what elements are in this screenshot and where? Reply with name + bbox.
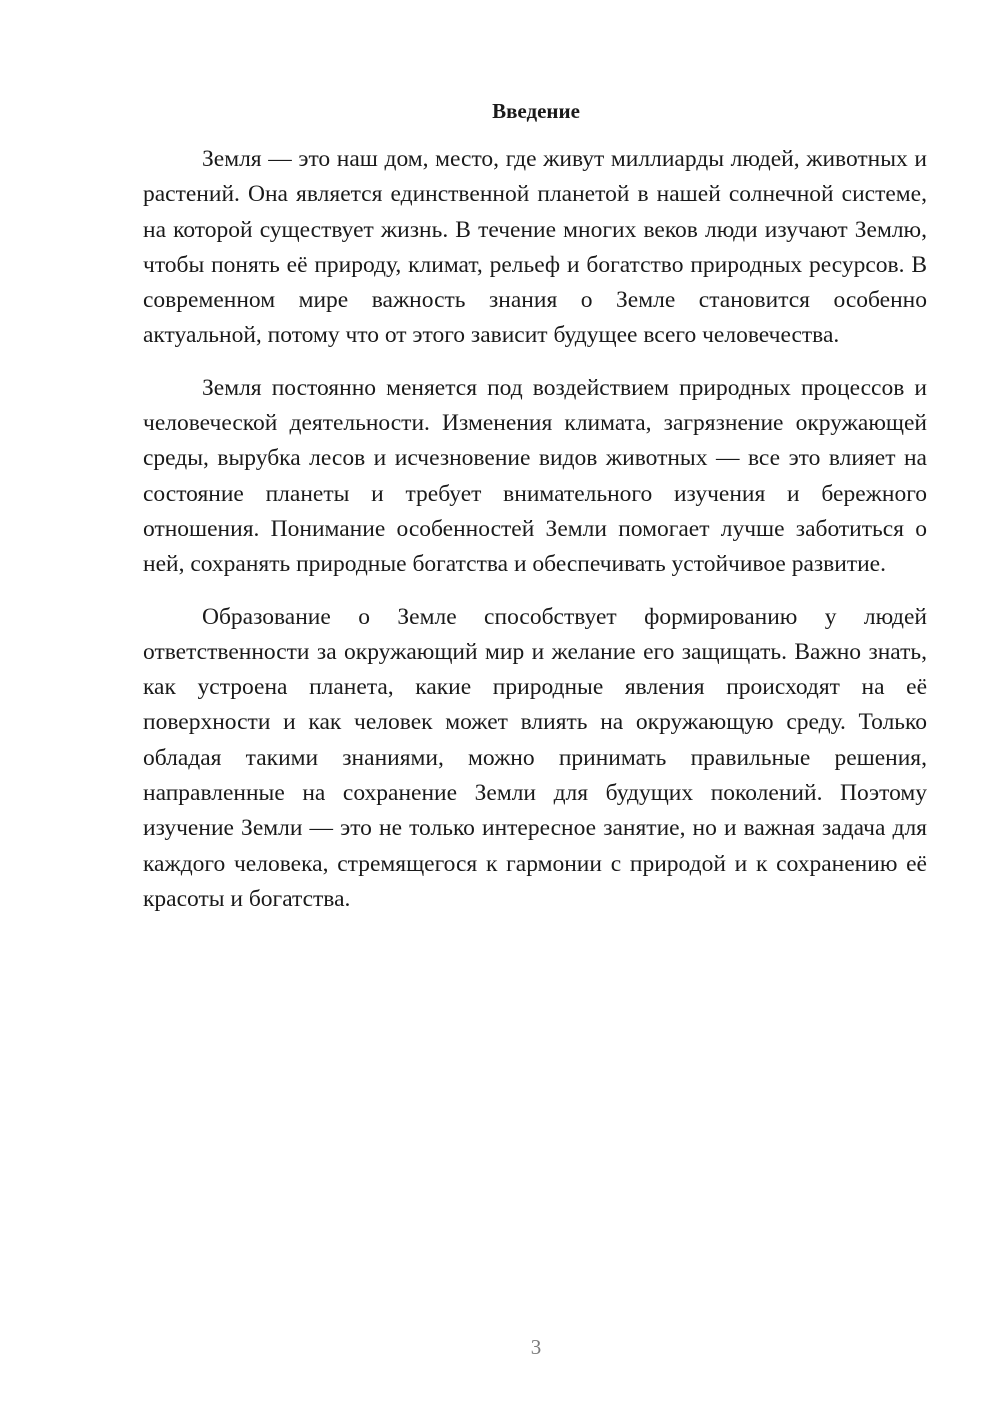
- page-number: 3: [530, 1335, 542, 1359]
- paragraph-3: Образование о Земле способствует формированию у людей ответственности за окружающий мир и желание его защищать. Важно знать, как устроена планета, какие природные явления происходят на её поверхности и как человек может влиять на окружающую среду. Только обладая такими знаниями, можно принимать правильные решения, направленные на сохранение Земли для будущих поколений. Поэтому изучение Земли — это не только интересное занятие, но и важная задача для каждого человека, стремящегося к гармонии с природой и к сохранению её красоты и богатства.: [143, 603, 927, 912]
- page-title: Введение: [492, 99, 580, 123]
- paragraph-2: Земля постоянно меняется под воздействием природных процессов и человеческой деятельности. Изменения климата, загрязнение окружающей среды, вырубка лесов и исчезновение видов животных — все это влияет на состояние планеты и требует внимательного изучения и бережного отношения. Понимание особенностей Земли помогает лучше заботиться о ней, сохранять природные богатства и обеспечивать устойчивое развитие.: [143, 374, 927, 578]
- paragraph-1: Земля — это наш дом, место, где живут миллиарды людей, животных и растений. Она является единственной планетой в нашей солнечной системе, на которой существует жизнь. В течение многих веков люди изучают Землю, чтобы понять её природу, климат, рельеф и богатство природных ресурсов. В современном мире важность знания о Земле становится особенно актуальной, потому что от этого зависит будущее всего человечества.: [143, 146, 927, 349]
- body-text: [143, 142, 927, 934]
